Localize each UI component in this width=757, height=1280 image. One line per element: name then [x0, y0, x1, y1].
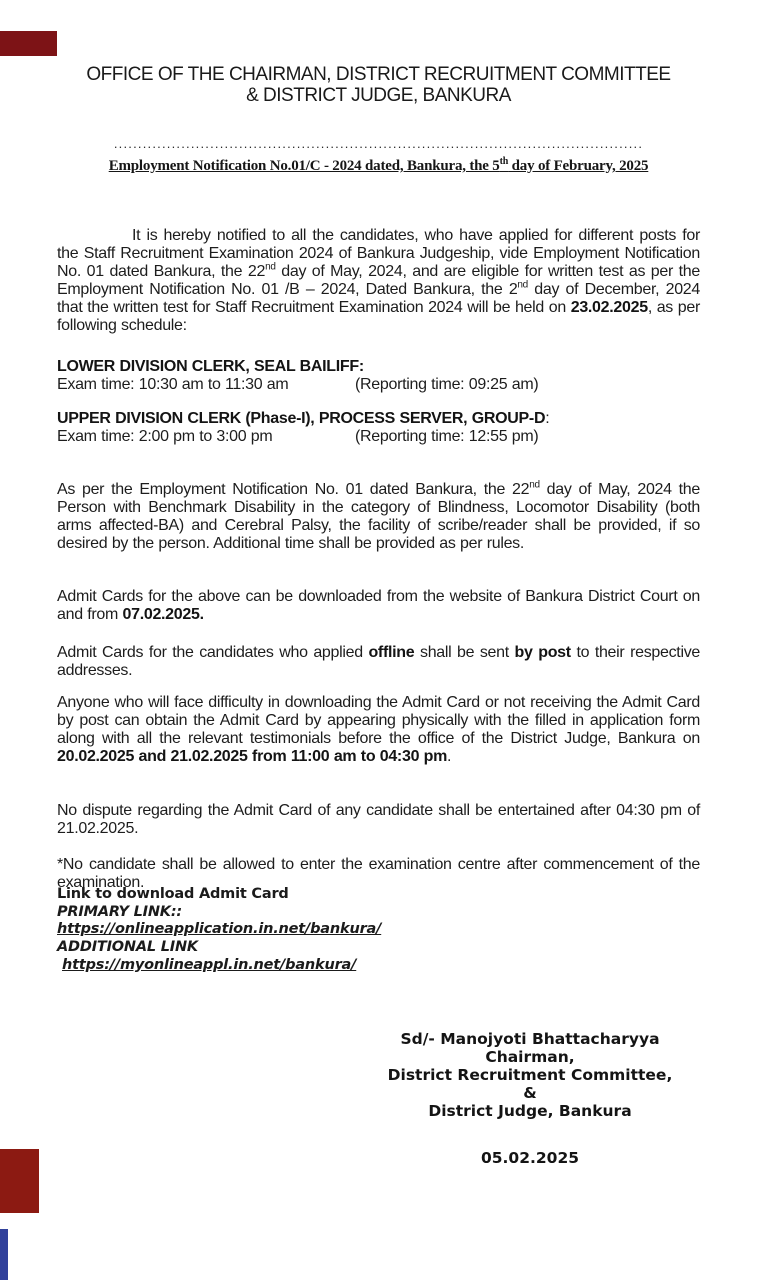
ordinal-superscript: nd [265, 261, 276, 273]
offline-run: Admit Cards for the candidates who applied [57, 644, 369, 661]
additional-link[interactable]: https://myonlineappl.in.net/bankura/ [62, 956, 357, 973]
schedule-ldc-times [57, 376, 700, 394]
disability-paragraph [57, 481, 700, 553]
download-date-bold: 07.02.2025. [122, 606, 204, 623]
dispute-paragraph: No dispute regarding the Admit Card of any candidate shall be entertained after 04:30 pm of 21.02.2025. [57, 802, 700, 837]
disability-run: As per the Employment Notification No. 01 dated Bankura, the 22 [57, 481, 530, 498]
notification-heading [57, 158, 700, 175]
signature-block [320, 1030, 740, 1120]
reporting-time: (Reporting time: 12:55 pm) [355, 428, 539, 445]
links-heading: Link to download Admit Card [57, 886, 289, 902]
primary-link[interactable]: https://onlineapplication.in.net/bankura/ [57, 921, 382, 938]
page-title [57, 64, 700, 106]
admit-card-download-paragraph [57, 588, 700, 624]
offline-post-paragraph [57, 644, 700, 680]
dotted-separator: .............................................................................................................. [113, 136, 644, 151]
intro-run: , as per following schedule: [57, 299, 700, 334]
download-run: Admit Cards for the above can be downloaded from the website of Bankura District Court on and from [57, 588, 700, 623]
signature-name: Sd/- Manojyoti Bhattacharyya [400, 1030, 660, 1048]
signature-title-judge: District Judge, Bankura [428, 1102, 632, 1120]
notification-heading-superscript: th [499, 156, 509, 167]
offline-run: to their respective addresses. [57, 644, 700, 679]
intro-run: day of December, 2024 that the written test for Staff Recruitment Examination 2024 will be held on [57, 281, 700, 316]
signature-date: 05.02.2025 [480, 1149, 580, 1167]
offline-bold: offline [368, 644, 415, 661]
signature-ampersand: & [523, 1084, 537, 1102]
disability-run: day of May, 2024 the Person with Benchmark Disability in the category of Blindness, Locomotor Disability (both arms affected-BA) and Cerebral Palsy, the facility of scribe/reader shall be provided, if so desired by the person. Additional time shall be provided as per rules. [57, 481, 701, 552]
offline-run: shall be sent [414, 644, 515, 661]
reporting-time: (Reporting time: 09:25 am) [355, 376, 539, 393]
page-title-line-2: & DISTRICT JUDGE, BANKURA [246, 85, 511, 106]
scan-artifact-top-left [0, 31, 57, 56]
collection-run: Anyone who will face difficulty in downloading the Admit Card or not receiving the Admit Card by post can obtain the Admit Card by appearing physically with the filled in application form along with all the relevant testimonials before the office of the District Judge, Bankura on [57, 694, 700, 747]
notification-heading-tail: day of February, 2025 [508, 158, 649, 174]
schedule-udc-times [57, 428, 700, 446]
intro-paragraph [57, 227, 700, 335]
schedule-ldc-block [57, 358, 700, 394]
intro-run: day of May, 2024, and are eligible for written test as per the Employment Notification No. 01 /B – 2024, Dated Bankura, the 2 [57, 263, 700, 298]
schedule-udc-colon: : [545, 410, 550, 427]
notification-heading-text: Employment Notification No.01/C - 2024 dated, Bankura, the 5 [108, 158, 500, 174]
schedule-ldc-heading: LOWER DIVISION CLERK, SEAL BAILIFF: [57, 358, 364, 375]
signature-title-chairman: Chairman, [485, 1048, 575, 1066]
additional-link-label: ADDITIONAL LINK [57, 939, 198, 956]
schedule-udc-block [57, 410, 700, 446]
schedule-udc-heading-text: UPPER DIVISION CLERK (Phase-I), PROCESS SERVER, GROUP-D [57, 410, 546, 427]
physical-collection-paragraph [57, 694, 700, 766]
exam-time: Exam time: 10:30 am to 11:30 am [57, 376, 289, 393]
page-title-line-1: OFFICE OF THE CHAIRMAN, DISTRICT RECRUITMENT COMMITTEE [86, 64, 671, 85]
entry-restriction-note: *No candidate shall be allowed to enter the examination centre after commencement of the examination. [57, 856, 700, 891]
exam-time: Exam time: 2:00 pm to 3:00 pm [57, 428, 273, 445]
scan-artifact-bottom-blue-strip [0, 1229, 8, 1280]
signature-title-committee: District Recruitment Committee, [387, 1066, 673, 1084]
ordinal-superscript: nd [529, 479, 540, 491]
exam-date-bold: 23.02.2025 [570, 299, 648, 316]
schedule-udc-heading [57, 410, 700, 428]
by-post-bold: by post [514, 644, 571, 661]
intro-run: It is hereby notified to all the candidates, who have applied for different posts for the Staff Recruitment Examination 2024 of Bankura Judgeship, vide Employment Notification No. 01 dated Bankura, the 22 [57, 227, 700, 280]
primary-link-label: PRIMARY LINK:: [57, 903, 183, 920]
admit-card-links-block [57, 886, 700, 975]
collection-run: . [447, 748, 452, 765]
ordinal-superscript: nd [517, 279, 528, 291]
scan-artifact-bottom-left [0, 1149, 39, 1213]
collection-dates-bold: 20.02.2025 and 21.02.2025 from 11:00 am to 04:30 pm [57, 748, 448, 765]
